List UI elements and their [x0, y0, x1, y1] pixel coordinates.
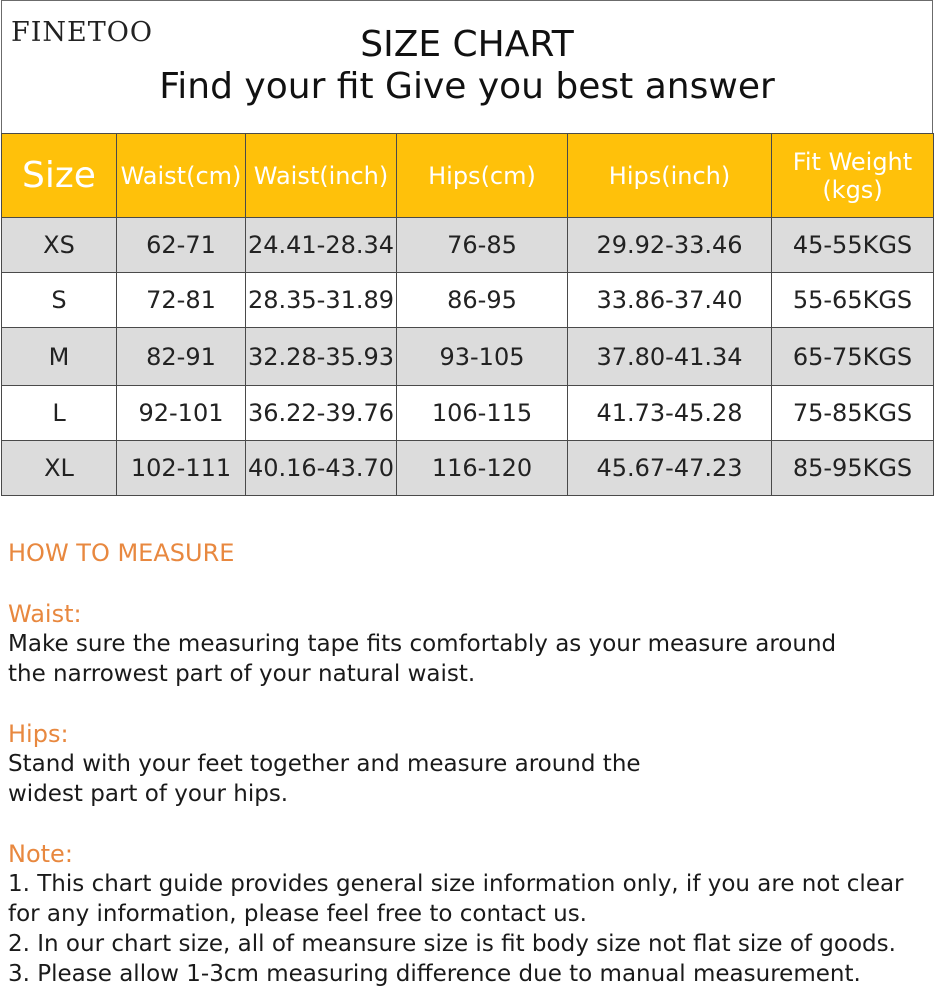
- column-header-hips-inch: Hips(inch): [568, 134, 772, 218]
- waist-inch-cell: 32.28-35.93: [246, 328, 397, 386]
- hips-cm-cell: 76-85: [397, 218, 568, 273]
- weight-cell: 75-85KGS: [772, 386, 934, 441]
- table-header-row: [2, 134, 934, 218]
- page-title: SIZE CHART: [360, 24, 574, 65]
- weight-cell: 85-95KGS: [772, 441, 934, 496]
- waist-inch-cell: 24.41-28.34: [246, 218, 397, 273]
- table-row: [2, 386, 934, 441]
- hips-cm-cell: 93-105: [397, 328, 568, 386]
- size-cell: XL: [2, 441, 117, 496]
- weight-cell: 65-75KGS: [772, 328, 934, 386]
- table-row: [2, 273, 934, 328]
- how-to-measure-section: [8, 538, 908, 989]
- weight-cell: 55-65KGS: [772, 273, 934, 328]
- column-header-fit-weight: Fit Weight (kgs): [772, 134, 934, 218]
- note-item: 1. This chart guide provides general size information only, if you are not clear for any information, please feel free to contact us.: [8, 871, 904, 927]
- page-subtitle: Find your fit Give you best answer: [159, 66, 775, 107]
- size-cell: M: [2, 328, 117, 386]
- hips-instructions: Stand with your feet together and measure around the widest part of your hips.: [8, 751, 641, 807]
- section-spacer: [8, 809, 908, 839]
- waist-cm-cell: 102-111: [117, 441, 246, 496]
- size-table: [1, 133, 934, 496]
- size-cell: S: [2, 273, 117, 328]
- column-header-waist-inch: Waist(inch): [246, 134, 397, 218]
- hips-cm-cell: 106-115: [397, 386, 568, 441]
- hips-inch-cell: 29.92-33.46: [568, 218, 772, 273]
- hips-label: Hips:: [8, 720, 69, 748]
- hips-inch-cell: 45.67-47.23: [568, 441, 772, 496]
- hips-cm-cell: 86-95: [397, 273, 568, 328]
- weight-cell: 45-55KGS: [772, 218, 934, 273]
- hips-cm-cell: 116-120: [397, 441, 568, 496]
- column-header-hips-cm: Hips(cm): [397, 134, 568, 218]
- waist-cm-cell: 82-91: [117, 328, 246, 386]
- table-row: [2, 328, 934, 386]
- section-spacer: [8, 689, 908, 719]
- note-item: 3. Please allow 1-3cm measuring difference due to manual measurement.: [8, 961, 861, 987]
- waist-cm-cell: 72-81: [117, 273, 246, 328]
- table-row: [2, 218, 934, 273]
- waist-label: Waist:: [8, 600, 82, 628]
- waist-instructions: Make sure the measuring tape fits comfortably as your measure around the narrowest part of your natural waist.: [8, 631, 837, 687]
- size-cell: XS: [2, 218, 117, 273]
- chart-header: [1, 0, 933, 133]
- waist-inch-cell: 40.16-43.70: [246, 441, 397, 496]
- hips-inch-cell: 41.73-45.28: [568, 386, 772, 441]
- column-header-size: Size: [2, 134, 117, 218]
- hips-inch-cell: 37.80-41.34: [568, 328, 772, 386]
- note-label: Note:: [8, 840, 73, 868]
- waist-inch-cell: 36.22-39.76: [246, 386, 397, 441]
- waist-inch-cell: 28.35-31.89: [246, 273, 397, 328]
- hips-inch-cell: 33.86-37.40: [568, 273, 772, 328]
- column-header-waist-cm: Waist(cm): [117, 134, 246, 218]
- table-row: [2, 441, 934, 496]
- waist-cm-cell: 62-71: [117, 218, 246, 273]
- waist-cm-cell: 92-101: [117, 386, 246, 441]
- how-to-measure-heading: HOW TO MEASURE: [8, 539, 235, 567]
- brand-logo: FINETOO: [11, 17, 154, 48]
- size-cell: L: [2, 386, 117, 441]
- note-item: 2. In our chart size, all of meansure size is fit body size not flat size of goods.: [8, 931, 896, 957]
